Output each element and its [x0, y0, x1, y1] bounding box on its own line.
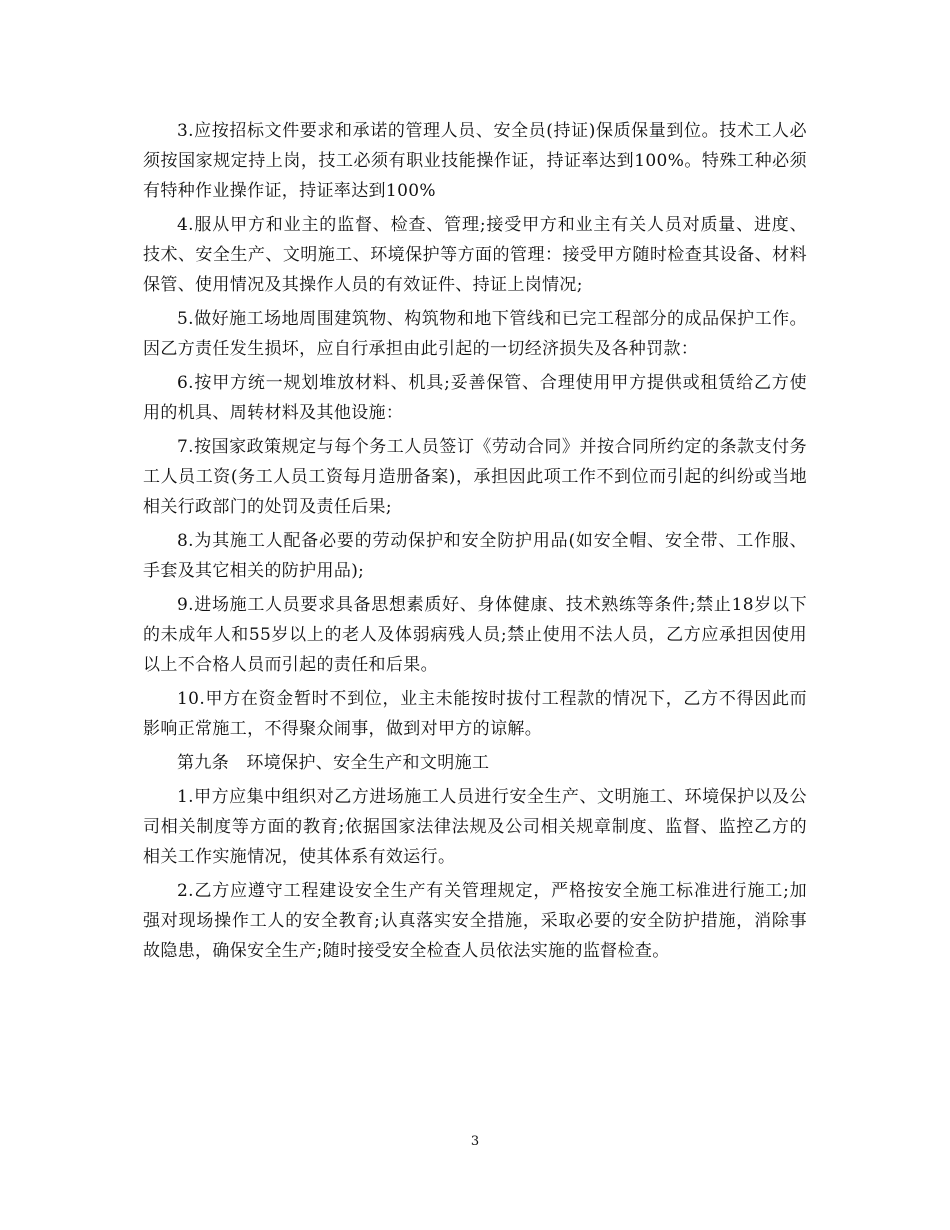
clause-item-4: 4.服从甲方和业主的监督、检查、管理;接受甲方和业主有关人员对质量、进度、技术、安全生产、文明施工、环境保护等方面的管理：接受甲方随时检查其设备、材料保管、使用情况及其操作人员的有效证件、持证上岗情况;: [143, 215, 807, 295]
clause-item-6: 6.按甲方统一规划堆放材料、机具;妥善保管、合理使用甲方提供或租赁给乙方使用的机具、周转材料及其他设施：: [143, 373, 807, 423]
clause-item-5: 5.做好施工场地周围建筑物、构筑物和地下管线和已完工程部分的成品保护工作。因乙方责任发生损坏，应自行承担由此引起的一切经济损失及各种罚款：: [143, 309, 807, 359]
clause-item-7: 7.按国家政策规定与每个务工人员签订《劳动合同》并按合同所约定的条款支付务工人员工资(务工人员工资每月造册备案)，承担因此项工作不到位而引起的纠纷或当地相关行政部门的处罚及责任后果;: [143, 437, 807, 517]
clause-item-10: 10.甲方在资金暂时不到位，业主未能按时拔付工程款的情况下，乙方不得因此而影响正常施工，不得聚众闹事，做到对甲方的谅解。: [143, 689, 807, 739]
clause-item-8: 8.为其施工人配备必要的劳动保护和安全防护用品(如安全帽、安全带、工作服、手套及其它相关的防护用品);: [143, 531, 807, 581]
section-item-2: 2.乙方应遵守工程建设安全生产有关管理规定，严格按安全施工标准进行施工;加强对现场操作工人的安全教育;认真落实安全措施，采取必要的安全防护措施，消除事故隐患，确保安全生产;随时接受安全检查人员依法实施的监督检查。: [143, 881, 807, 961]
document-body: [143, 116, 807, 970]
clause-item-9: 9.进场施工人员要求具备思想素质好、身体健康、技术熟练等条件;禁止18岁以下的未成年人和55岁以上的老人及体弱病残人员;禁止使用不法人员，乙方应承担因使用以上不合格人员而引起的责任和后果。: [143, 595, 807, 675]
page-number: 3: [470, 1134, 480, 1149]
section-heading: 第九条 环境保护、安全生产和文明施工: [177, 753, 490, 773]
section-item-1: 1.甲方应集中组织对乙方进场施工人员进行安全生产、文明施工、环境保护以及公司相关制度等方面的教育;依据国家法律法规及公司相关规章制度、监督、监控乙方的相关工作实施情况，使其体系有效运行。: [143, 787, 807, 867]
clause-item-3: 3.应按招标文件要求和承诺的管理人员、安全员(持证)保质保量到位。技术工人必须按国家规定持上岗，技工必须有职业技能操作证，持证率达到100%。特殊工种必须有特种作业操作证，持证率达到100%: [143, 121, 807, 201]
